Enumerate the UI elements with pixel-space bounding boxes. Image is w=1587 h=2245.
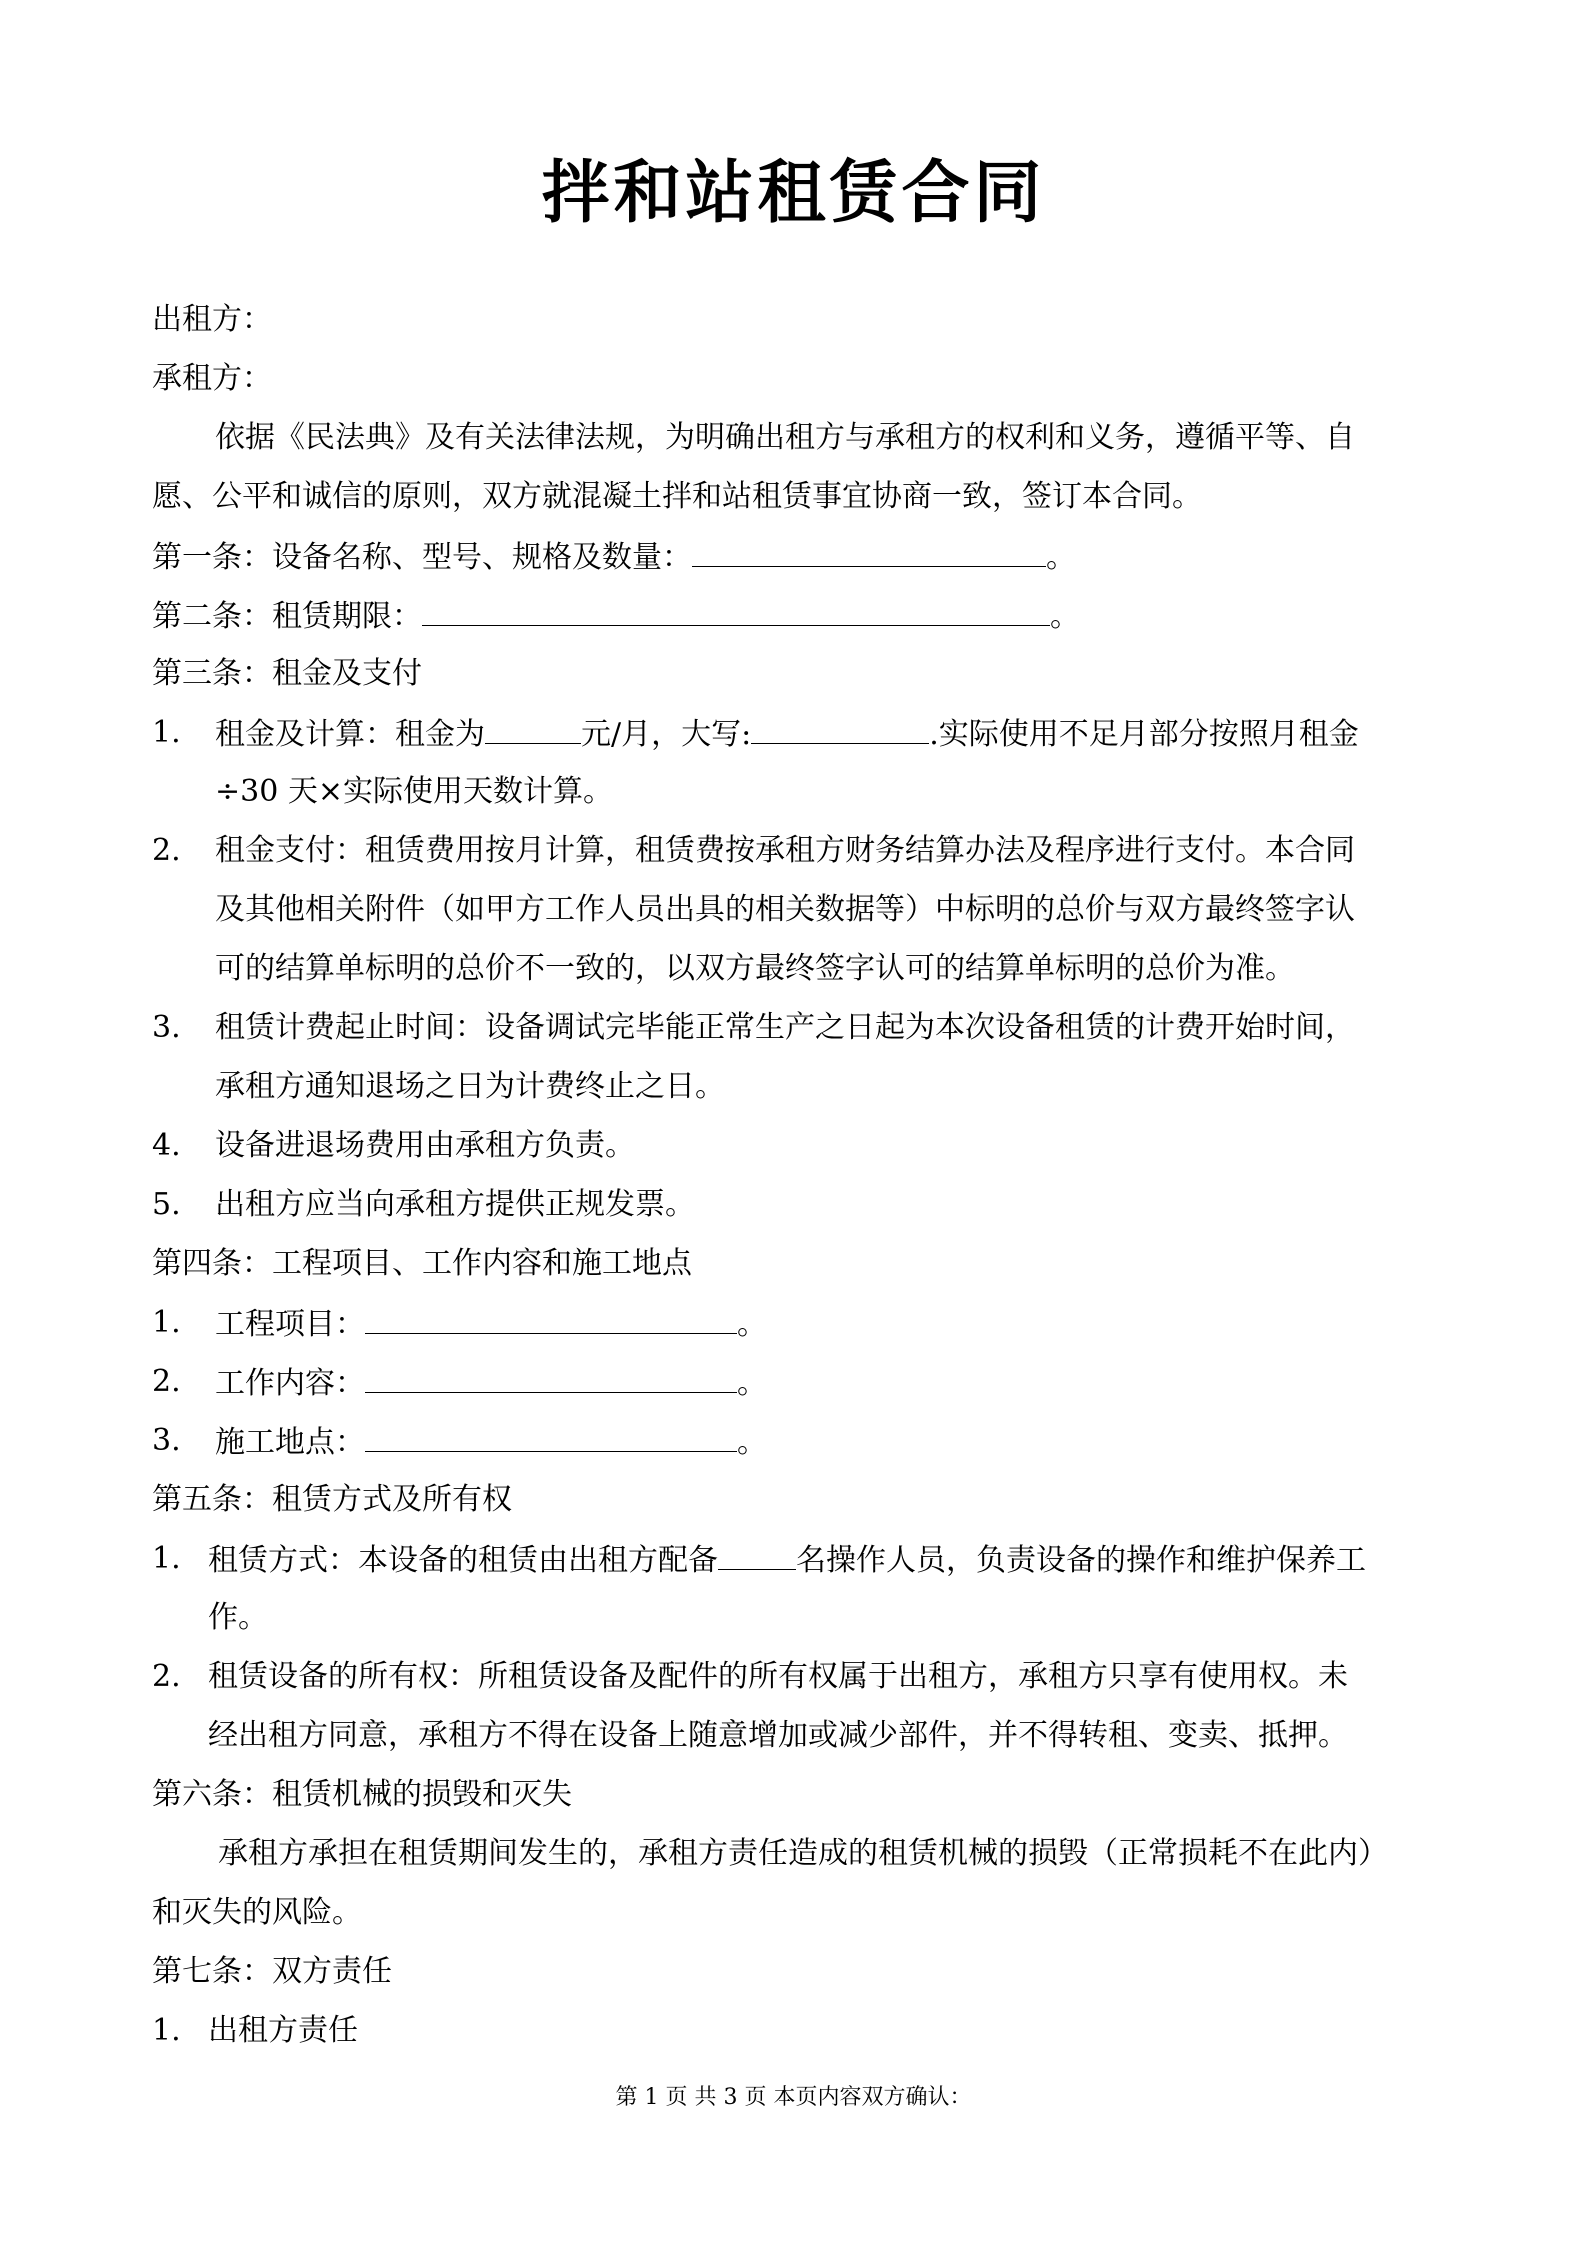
project-blank[interactable] <box>365 1303 737 1334</box>
article-1-label: 第一条：设备名称、型号、规格及数量： <box>152 540 692 575</box>
article-2-label: 第二条：租赁期限： <box>152 599 422 634</box>
article-2-blank[interactable] <box>422 595 1050 626</box>
a5-item1-line2: 作。 <box>208 1600 268 1635</box>
project-label: 工程项目： <box>215 1307 365 1342</box>
a3-item5-num: 5. <box>152 1187 181 1222</box>
article-4-heading: 第四条：工程项目、工作内容和施工地点 <box>152 1246 692 1281</box>
article-1-blank[interactable] <box>692 536 1046 567</box>
a3-item4-num: 4. <box>152 1128 181 1163</box>
project-end: 。 <box>737 1307 767 1342</box>
a3-item2-line1: 租金支付：租赁费用按月计算，租赁费按承租方财务结算办法及程序进行支付。本合同 <box>215 833 1355 868</box>
a3-item3-line1: 租赁计费起止时间：设备调试完毕能正常生产之日起为本次设备租赁的计费开始时间， <box>215 1010 1355 1045</box>
article-2-end: 。 <box>1050 599 1080 634</box>
article-6-heading: 第六条：租赁机械的损毁和灭失 <box>152 1777 572 1812</box>
article-1-end: 。 <box>1046 540 1076 575</box>
article-2 <box>152 595 1080 637</box>
a3-item2-line2: 及其他相关附件（如甲方工作人员出具的相关数据等）中标明的总价与双方最终签字认 <box>215 892 1355 927</box>
operator-count-blank[interactable] <box>718 1539 796 1570</box>
a3-item1-part2: 元/月，大写: <box>581 717 752 752</box>
article-7-heading: 第七条：双方责任 <box>152 1954 392 1989</box>
site-label: 施工地点： <box>215 1425 365 1460</box>
a4-item3 <box>215 1421 767 1463</box>
a5-item2-line2: 经出租方同意，承租方不得在设备上随意增加或减少部件，并不得转租、变卖、抵押。 <box>208 1718 1348 1753</box>
a3-item1-part3: .实际使用不足月部分按照月租金 <box>929 717 1359 752</box>
work-content-blank[interactable] <box>365 1362 737 1393</box>
a4-item2-num: 2. <box>152 1364 181 1399</box>
work-content-end: 。 <box>737 1366 767 1401</box>
page-footer: 第 1 页 共 3 页 本页内容双方确认： <box>615 2085 972 2110</box>
site-blank[interactable] <box>365 1421 737 1452</box>
a3-item5-line1: 出租方应当向承租方提供正规发票。 <box>215 1187 695 1222</box>
a5-item1-num: 1. <box>152 1541 181 1576</box>
a3-item3-num: 3. <box>152 1010 181 1045</box>
a3-item1-num: 1. <box>152 715 181 750</box>
a7-item1-line1: 出租方责任 <box>208 2013 358 2048</box>
a3-item2-num: 2. <box>152 833 181 868</box>
a4-item1-num: 1. <box>152 1305 181 1340</box>
a3-item3-line2: 承租方通知退场之日为计费终止之日。 <box>215 1069 725 1104</box>
a3-item4-line1: 设备进退场费用由承租方负责。 <box>215 1128 635 1163</box>
lessor-label: 出租方： <box>152 302 272 337</box>
a3-item2-line3: 可的结算单标明的总价不一致的，以双方最终签字认可的结算单标明的总价为准。 <box>215 951 1295 986</box>
a5-item2-line1: 租赁设备的所有权：所租赁设备及配件的所有权属于出租方，承租方只享有使用权。未 <box>208 1659 1348 1694</box>
article-1 <box>152 536 1076 578</box>
a4-item2 <box>215 1362 767 1404</box>
a4-item1 <box>215 1303 767 1345</box>
a3-item1-part1: 租金及计算：租金为 <box>215 717 485 752</box>
a7-item1-num: 1. <box>152 2013 181 2048</box>
work-content-label: 工作内容： <box>215 1366 365 1401</box>
site-end: 。 <box>737 1425 767 1460</box>
a3-item1-line1 <box>215 713 1359 755</box>
a5-item1-part2: 名操作人员，负责设备的操作和维护保养工 <box>796 1543 1366 1578</box>
preamble-line-1: 依据《民法典》及有关法律法规，为明确出租方与承租方的权利和义务，遵循平等、自 <box>215 420 1355 455</box>
a5-item1-part1: 租赁方式：本设备的租赁由出租方配备 <box>208 1543 718 1578</box>
article-5-heading: 第五条：租赁方式及所有权 <box>152 1482 512 1517</box>
article-6-line1: 承租方承担在租赁期间发生的，承租方责任造成的租赁机械的损毁（正常损耗不在此内） <box>218 1836 1388 1871</box>
document-title: 拌和站租赁合同 <box>541 153 1046 233</box>
preamble-line-2: 愿、公平和诚信的原则，双方就混凝土拌和站租赁事宜协商一致，签订本合同。 <box>152 479 1202 514</box>
a3-item1-line2: ÷30 天×实际使用天数计算。 <box>215 774 613 809</box>
a5-item2-num: 2. <box>152 1659 181 1694</box>
rent-uppercase-blank[interactable] <box>751 713 929 744</box>
a4-item3-num: 3. <box>152 1423 181 1458</box>
lessee-label: 承租方： <box>152 361 272 396</box>
rent-amount-blank[interactable] <box>485 713 581 744</box>
article-6-line2: 和灭失的风险。 <box>152 1895 362 1930</box>
a5-item1-line1 <box>208 1539 1366 1581</box>
article-3-heading: 第三条：租金及支付 <box>152 656 422 691</box>
